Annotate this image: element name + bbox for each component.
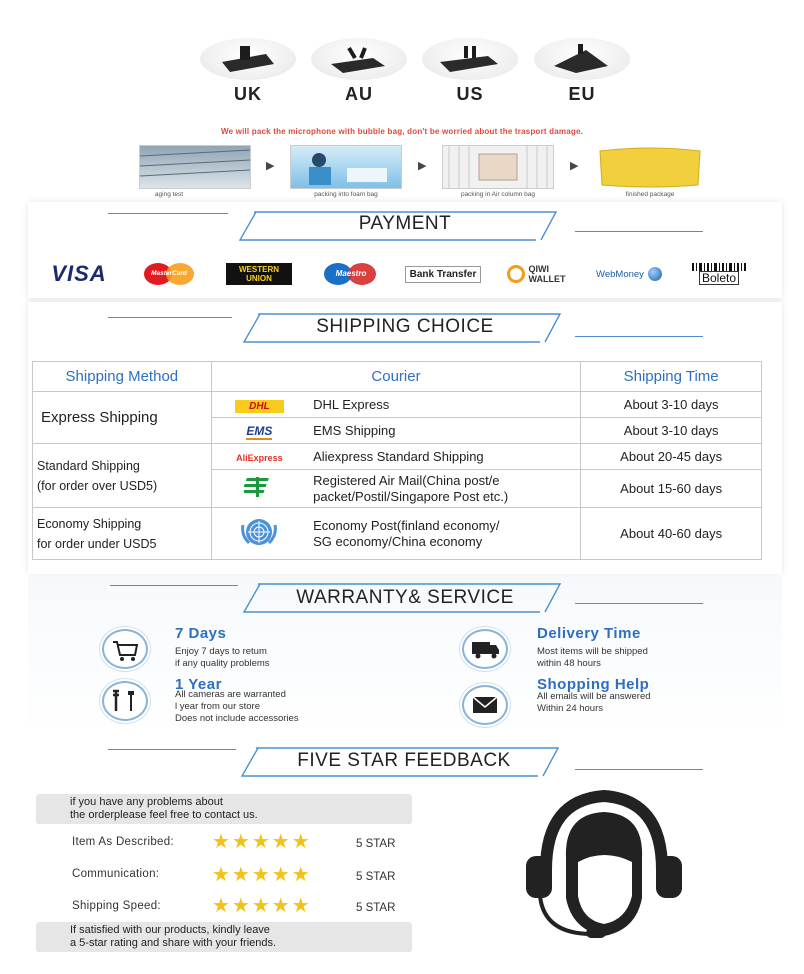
time-economy: About 40-60 days: [581, 508, 762, 560]
step-arrow-icon: ▶: [418, 160, 427, 172]
mastercard-logo: [142, 262, 196, 286]
warranty-help-title: Shopping Help: [537, 676, 650, 693]
mastercard-label: MasterCard: [151, 270, 187, 277]
maestro-logo: [322, 262, 380, 286]
china-post-logo: [211, 470, 307, 508]
uk-plug: [198, 38, 298, 108]
boleto-label: Boleto: [699, 271, 739, 285]
courier-economy-line-1: Economy Post(finland economy/: [313, 517, 500, 533]
warranty-7days-text: [175, 646, 270, 670]
un-logo: [211, 508, 307, 560]
method-economy-line-1: Economy Shipping: [37, 516, 142, 531]
feedback-outro: [36, 922, 412, 952]
aliexpress-logo: [211, 444, 307, 470]
warranty-1year-line-2: l year from our store: [175, 701, 260, 712]
ems-logo: [211, 418, 307, 444]
method-express: Express Shipping: [33, 392, 212, 444]
china-post-icon: [244, 475, 274, 499]
rating-value-communication: 5 STAR: [356, 871, 396, 883]
rating-value-described: 5 STAR: [356, 838, 396, 850]
step-arrow-icon: ▶: [570, 160, 579, 172]
courier-economy: [307, 508, 581, 560]
warranty-delivery-line-2: within 48 hours: [537, 658, 601, 669]
divider-line: [575, 603, 703, 604]
method-standard: [33, 444, 212, 508]
rating-value-shipping: 5 STAR: [356, 902, 396, 914]
divider-line: [575, 231, 703, 232]
finished-package-photo: [594, 145, 706, 189]
aliexpress-logo-text: AliExpress: [236, 453, 283, 463]
western-union-label-2: UNION: [246, 274, 272, 283]
dhl-logo-text: DHL: [235, 400, 284, 413]
courier-airmail: [307, 470, 581, 508]
rating-label-shipping: Shipping Speed:: [72, 900, 161, 912]
bank-transfer-label: Bank Transfer: [405, 266, 482, 283]
western-union-label-1: WESTERN: [239, 265, 279, 274]
courier-dhl: DHL Express: [307, 392, 581, 418]
star-rating-described: ★★★★★: [212, 831, 312, 853]
eu-plug-icon: [550, 44, 612, 74]
feedback-intro: [36, 794, 412, 824]
step-caption: packing into foam bag: [314, 191, 378, 198]
uk-plug-icon: [216, 44, 278, 74]
step-caption: packing in Air column bag: [460, 191, 536, 198]
method-standard-line-1: Standard Shipping: [37, 458, 140, 473]
customer-service-headset-icon: [486, 778, 722, 948]
foam-bag-photo: [290, 145, 402, 189]
table-header-row: [33, 362, 762, 392]
qiwi-text: [529, 264, 566, 284]
truck-icon: [462, 629, 508, 669]
warranty-7days-title: 7 Days: [175, 625, 227, 642]
divider-line: [575, 769, 703, 770]
au-plug-icon: [327, 44, 389, 74]
shipping-table: [32, 361, 762, 560]
aging-test-photo: [139, 145, 251, 189]
step-arrow-icon: ▶: [266, 160, 275, 172]
webmoney-logo: [586, 262, 672, 286]
divider-line: [108, 317, 232, 318]
us-plug-icon: [438, 44, 500, 74]
warranty-7days-line-2: if any quality problems: [175, 658, 270, 669]
plug-label-eu: EU: [568, 84, 596, 104]
divider-line: [108, 749, 236, 750]
time-airmail: About 15-60 days: [581, 470, 762, 508]
payment-title: PAYMENT: [358, 213, 452, 234]
star-rating-communication: ★★★★★: [212, 864, 312, 886]
globe-icon: [648, 267, 662, 281]
divider-line: [108, 213, 228, 214]
us-plug: [420, 38, 520, 108]
method-economy: [33, 508, 212, 560]
warranty-delivery-line-1: Most items will be shipped: [537, 646, 648, 657]
feedback-outro-line-2: a 5-star rating and share with your friends.: [70, 937, 277, 949]
au-plug: [309, 38, 409, 108]
qiwi-logo: [498, 262, 574, 286]
warranty-1year-text: [175, 689, 299, 725]
divider-line: [110, 585, 238, 586]
plug-label-au: AU: [345, 84, 373, 104]
cart-icon: [102, 629, 148, 669]
warranty-1year-line-1: All cameras are warranted: [175, 689, 286, 700]
step-caption: aging test: [154, 191, 184, 198]
plug-label-us: US: [456, 84, 484, 104]
tools-icon: [102, 681, 148, 721]
dhl-logo: [211, 392, 307, 418]
rating-label-communication: Communication:: [72, 868, 160, 880]
courier-airmail-line-1: Registered Air Mail(China post/e: [313, 472, 500, 488]
qiwi-icon: [507, 265, 525, 283]
qiwi-label-1: QIWI: [528, 264, 549, 274]
time-aliexpress: About 20-45 days: [581, 444, 762, 470]
bank-transfer-logo: [400, 262, 486, 286]
un-emblem-icon: [239, 515, 279, 549]
warranty-help-text: [537, 691, 651, 715]
time-dhl: About 3-10 days: [581, 392, 762, 418]
visa-logo: [40, 262, 118, 286]
warranty-delivery-text: [537, 646, 648, 670]
shipping-title: SHIPPING CHOICE: [316, 316, 494, 337]
webmoney-label: WebMoney: [596, 268, 644, 280]
packing-notice: We will pack the microphone with bubble bag, don't be worried about the trasport damage.: [220, 127, 584, 136]
warranty-title: WARRANTY& SERVICE: [296, 587, 514, 608]
method-standard-line-2: (for order over USD5): [37, 478, 158, 493]
divider-line: [575, 336, 703, 337]
courier-airmail-line-2: packet/Postil/Singapore Post etc.): [313, 488, 509, 504]
feedback-outro-line-1: If satisfied with our products, kindly leave: [70, 924, 270, 936]
warranty-delivery-title: Delivery Time: [537, 625, 641, 642]
air-column-bag-photo: [442, 145, 554, 189]
header-shipping-time: Shipping Time: [581, 362, 762, 392]
visa-label: VISA: [51, 261, 107, 286]
star-rating-shipping: ★★★★★: [212, 895, 312, 917]
time-ems: About 3-10 days: [581, 418, 762, 444]
feedback-intro-line-2: the orderplease feel free to contact us.: [70, 809, 258, 821]
header-courier: Courier: [211, 362, 581, 392]
table-row: [33, 508, 762, 560]
header-shipping-method: Shipping Method: [33, 362, 212, 392]
courier-ems: EMS Shipping: [307, 418, 581, 444]
rating-label-described: Item As Described:: [72, 836, 174, 848]
step-caption: finished package: [625, 191, 675, 198]
envelope-icon: [462, 685, 508, 725]
courier-economy-line-2: SG economy/China economy: [313, 533, 483, 549]
maestro-label: Maestro: [335, 269, 367, 278]
table-row: [33, 392, 762, 418]
warranty-7days-line-1: Enjoy 7 days to retum: [175, 646, 267, 657]
warranty-help-line-1: All emails will be answered: [537, 691, 651, 702]
feedback-title: FIVE STAR FEEDBACK: [297, 750, 511, 771]
ems-logo-text: EMS: [246, 424, 273, 438]
warranty-help-line-2: Within 24 hours: [537, 703, 604, 714]
warranty-1year-title: 1 Year: [175, 676, 222, 693]
plug-label-uk: UK: [234, 84, 262, 104]
feedback-intro-line-1: if you have any problems about: [70, 796, 223, 808]
barcode-icon: [692, 263, 746, 271]
courier-aliexpress: Aliexpress Standard Shipping: [307, 444, 581, 470]
boleto-logo: [688, 262, 750, 286]
qiwi-label-2: WALLET: [528, 274, 566, 284]
eu-plug: [532, 38, 632, 108]
method-economy-line-2: for order under USD5: [37, 536, 157, 551]
warranty-1year-line-3: Does not include accessories: [175, 713, 299, 724]
table-row: [33, 444, 762, 470]
western-union-logo: [226, 263, 292, 285]
